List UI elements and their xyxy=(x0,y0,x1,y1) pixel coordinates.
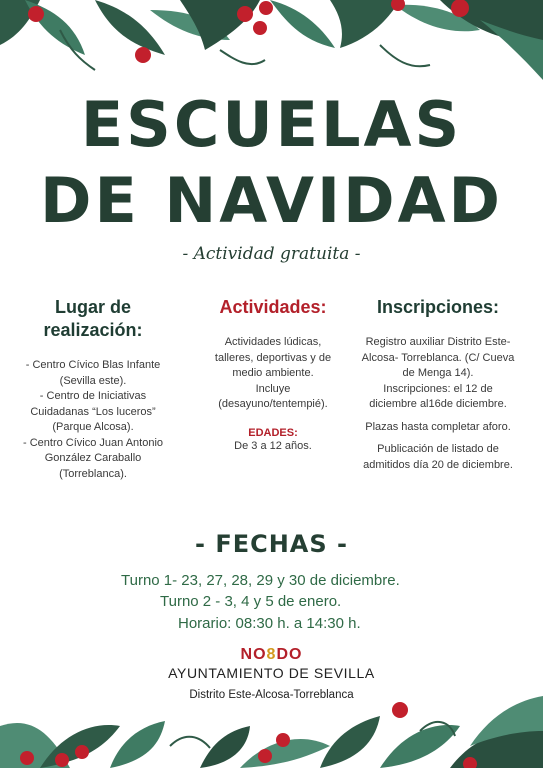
turno-1: Turno 1- 23, 27, 28, 29 y 30 de diciembre. xyxy=(121,572,400,589)
actividades-line: (desayuno/tentempié). xyxy=(218,398,328,410)
lugar-line: - Centro Cívico Juan Antonio xyxy=(22,436,164,449)
lugar-heading-1: Lugar de xyxy=(54,297,131,317)
turno-2: Turno 2 - 3, 4 y 5 de enero. xyxy=(160,593,342,610)
logo-text-right: DO xyxy=(276,646,303,663)
inscripciones-line: Publicación de listado de xyxy=(377,443,499,455)
actividades-heading: Actividades: xyxy=(219,297,327,317)
ayuntamiento-label: AYUNTAMIENTO DE SEVILLA xyxy=(168,665,375,681)
inscripciones-line: Alcosa- Torreblanca. (C/ Cueva xyxy=(361,351,515,364)
inscripciones-section xyxy=(352,296,524,473)
lugar-line: González Caraballo xyxy=(44,452,142,464)
actividades-line: medio ambiente. xyxy=(232,367,314,379)
lugar-line: Cuidadanas “Los luceros” xyxy=(30,405,156,418)
nodo-logo xyxy=(0,646,543,664)
lugar-line: (Sevilla este). xyxy=(59,374,127,387)
horario: Horario: 08:30 h. a 14:30 h. xyxy=(178,615,361,632)
subtitle: - Actividad gratuita - xyxy=(182,244,361,264)
holly-leaves-bottom-icon xyxy=(0,686,543,768)
lugar-line: - Centro Cívico Blas Infante xyxy=(25,359,161,371)
edades-heading: EDADES: xyxy=(248,426,298,439)
inscripciones-line: de Menga 14). xyxy=(402,367,474,379)
distrito-label: Distrito Este-Alcosa-Torreblanca xyxy=(189,689,354,701)
lugar-line: (Parque Alcosa). xyxy=(52,421,134,433)
holly-leaves-top-icon xyxy=(0,0,543,92)
logo-text-left: NO xyxy=(240,646,267,663)
title-line-1: ESCUELAS xyxy=(80,88,463,161)
lugar-heading-2: realización: xyxy=(43,320,143,340)
fechas-heading: - FECHAS - xyxy=(195,530,348,558)
actividades-line: Actividades lúdicas, xyxy=(224,336,322,348)
actividades-line: talleres, deportivas y de xyxy=(214,351,332,364)
lugar-section xyxy=(18,296,168,482)
edades-text: De 3 a 12 años. xyxy=(234,439,312,452)
title-line-2: DE NAVIDAD xyxy=(39,164,504,237)
inscripciones-line: diciembre al16de diciembre. xyxy=(369,398,507,410)
logo-madeja-8: 8 xyxy=(266,646,277,663)
lugar-line: - Centro de Iniciativas xyxy=(39,390,147,402)
actividades-line: Incluye xyxy=(255,382,291,395)
inscripciones-line: Registro auxiliar Distrito Este- xyxy=(365,336,511,348)
inscripciones-line: Inscripciones: el 12 de xyxy=(383,382,493,395)
inscripciones-line: admitidos día 20 de diciembre. xyxy=(363,458,513,471)
inscripciones-line: Plazas hasta completar aforo. xyxy=(365,420,511,433)
actividades-section xyxy=(198,296,348,454)
inscripciones-heading: Inscripciones: xyxy=(376,297,500,317)
lugar-line: (Torreblanca). xyxy=(59,467,127,480)
